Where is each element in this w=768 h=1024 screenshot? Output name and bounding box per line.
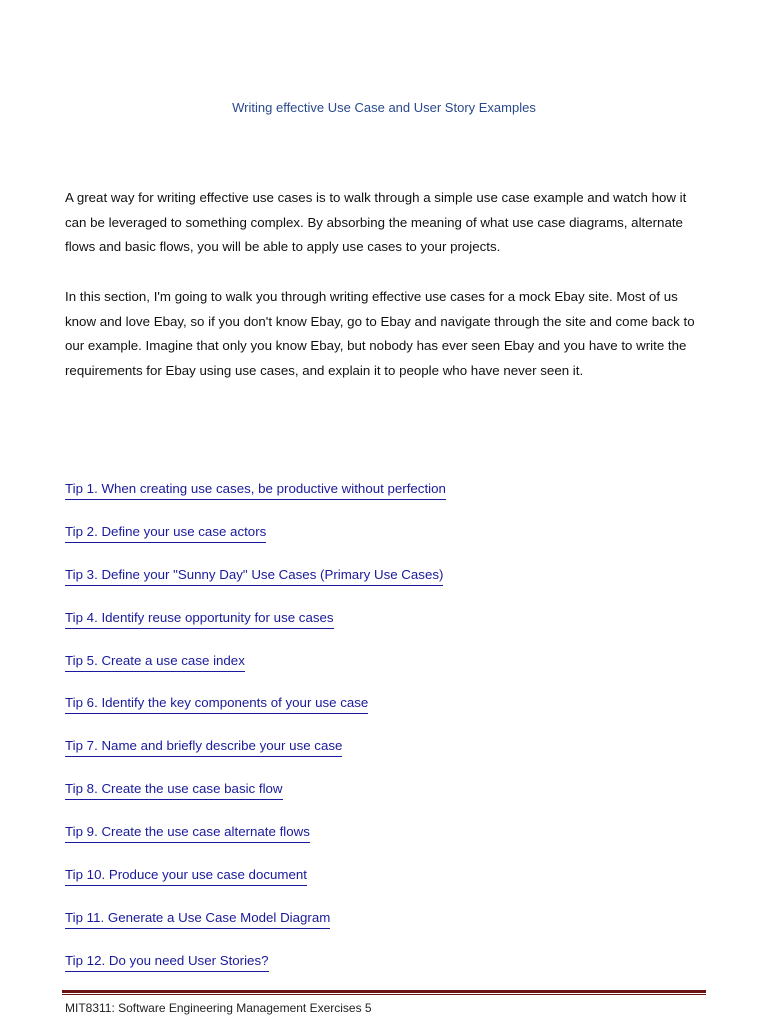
intro-paragraph: A great way for writing effective use cases is to walk through a simple use case example and watch how it can be leveraged to something complex. By absorbing the meaning of what use case diagrams, alternate flows and basic flows, you will be able to apply use cases to your projects.: [65, 190, 687, 255]
list-item: [65, 609, 446, 652]
footer-divider: [62, 990, 706, 995]
tip-1-link[interactable]: Tip 1. When creating use cases, be productive without perfection: [65, 480, 446, 500]
list-item: [65, 823, 446, 866]
tip-8-link[interactable]: Tip 8. Create the use case basic flow: [65, 780, 283, 800]
tip-7-link[interactable]: Tip 7. Name and briefly describe your use case: [65, 737, 342, 757]
list-item: [65, 523, 446, 566]
list-item: [65, 737, 446, 780]
list-item: [65, 952, 446, 995]
list-item: [65, 566, 446, 609]
tip-12-link[interactable]: Tip 12. Do you need User Stories?: [65, 952, 269, 972]
list-item: [65, 480, 446, 523]
list-item: [65, 694, 446, 737]
tip-2-link[interactable]: Tip 2. Define your use case actors: [65, 523, 266, 543]
tip-5-link[interactable]: Tip 5. Create a use case index: [65, 652, 245, 672]
tip-11-link[interactable]: Tip 11. Generate a Use Case Model Diagram: [65, 909, 330, 929]
list-item: [65, 652, 446, 695]
tip-3-link[interactable]: Tip 3. Define your "Sunny Day" Use Cases (Primary Use Cases): [65, 566, 443, 586]
list-item: [65, 780, 446, 823]
footer-divider-thick: [62, 990, 706, 993]
footer-divider-thin: [62, 994, 706, 995]
section-paragraph: In this section, I'm going to walk you through writing effective use cases for a mock Ebay site. Most of us know and love Ebay, so if you don't know Ebay, go to Ebay and navigate through the site and come back to our example. Imagine that only you know Ebay, but nobody has ever seen Ebay and you have to write the requirements for Ebay using use cases, and explain it to people who have never seen it.: [65, 289, 695, 378]
tip-6-link[interactable]: Tip 6. Identify the key components of your use case: [65, 694, 368, 714]
tip-9-link[interactable]: Tip 9. Create the use case alternate flows: [65, 823, 310, 843]
list-item: [65, 909, 446, 952]
tip-4-link[interactable]: Tip 4. Identify reuse opportunity for use cases: [65, 609, 334, 629]
tip-10-link[interactable]: Tip 10. Produce your use case document: [65, 866, 307, 886]
tips-list: [65, 480, 446, 995]
list-item: [65, 866, 446, 909]
page-title: Writing effective Use Case and User Story Examples: [232, 100, 536, 115]
page-footer: MIT8311: Software Engineering Management Exercises 5: [65, 1001, 372, 1015]
